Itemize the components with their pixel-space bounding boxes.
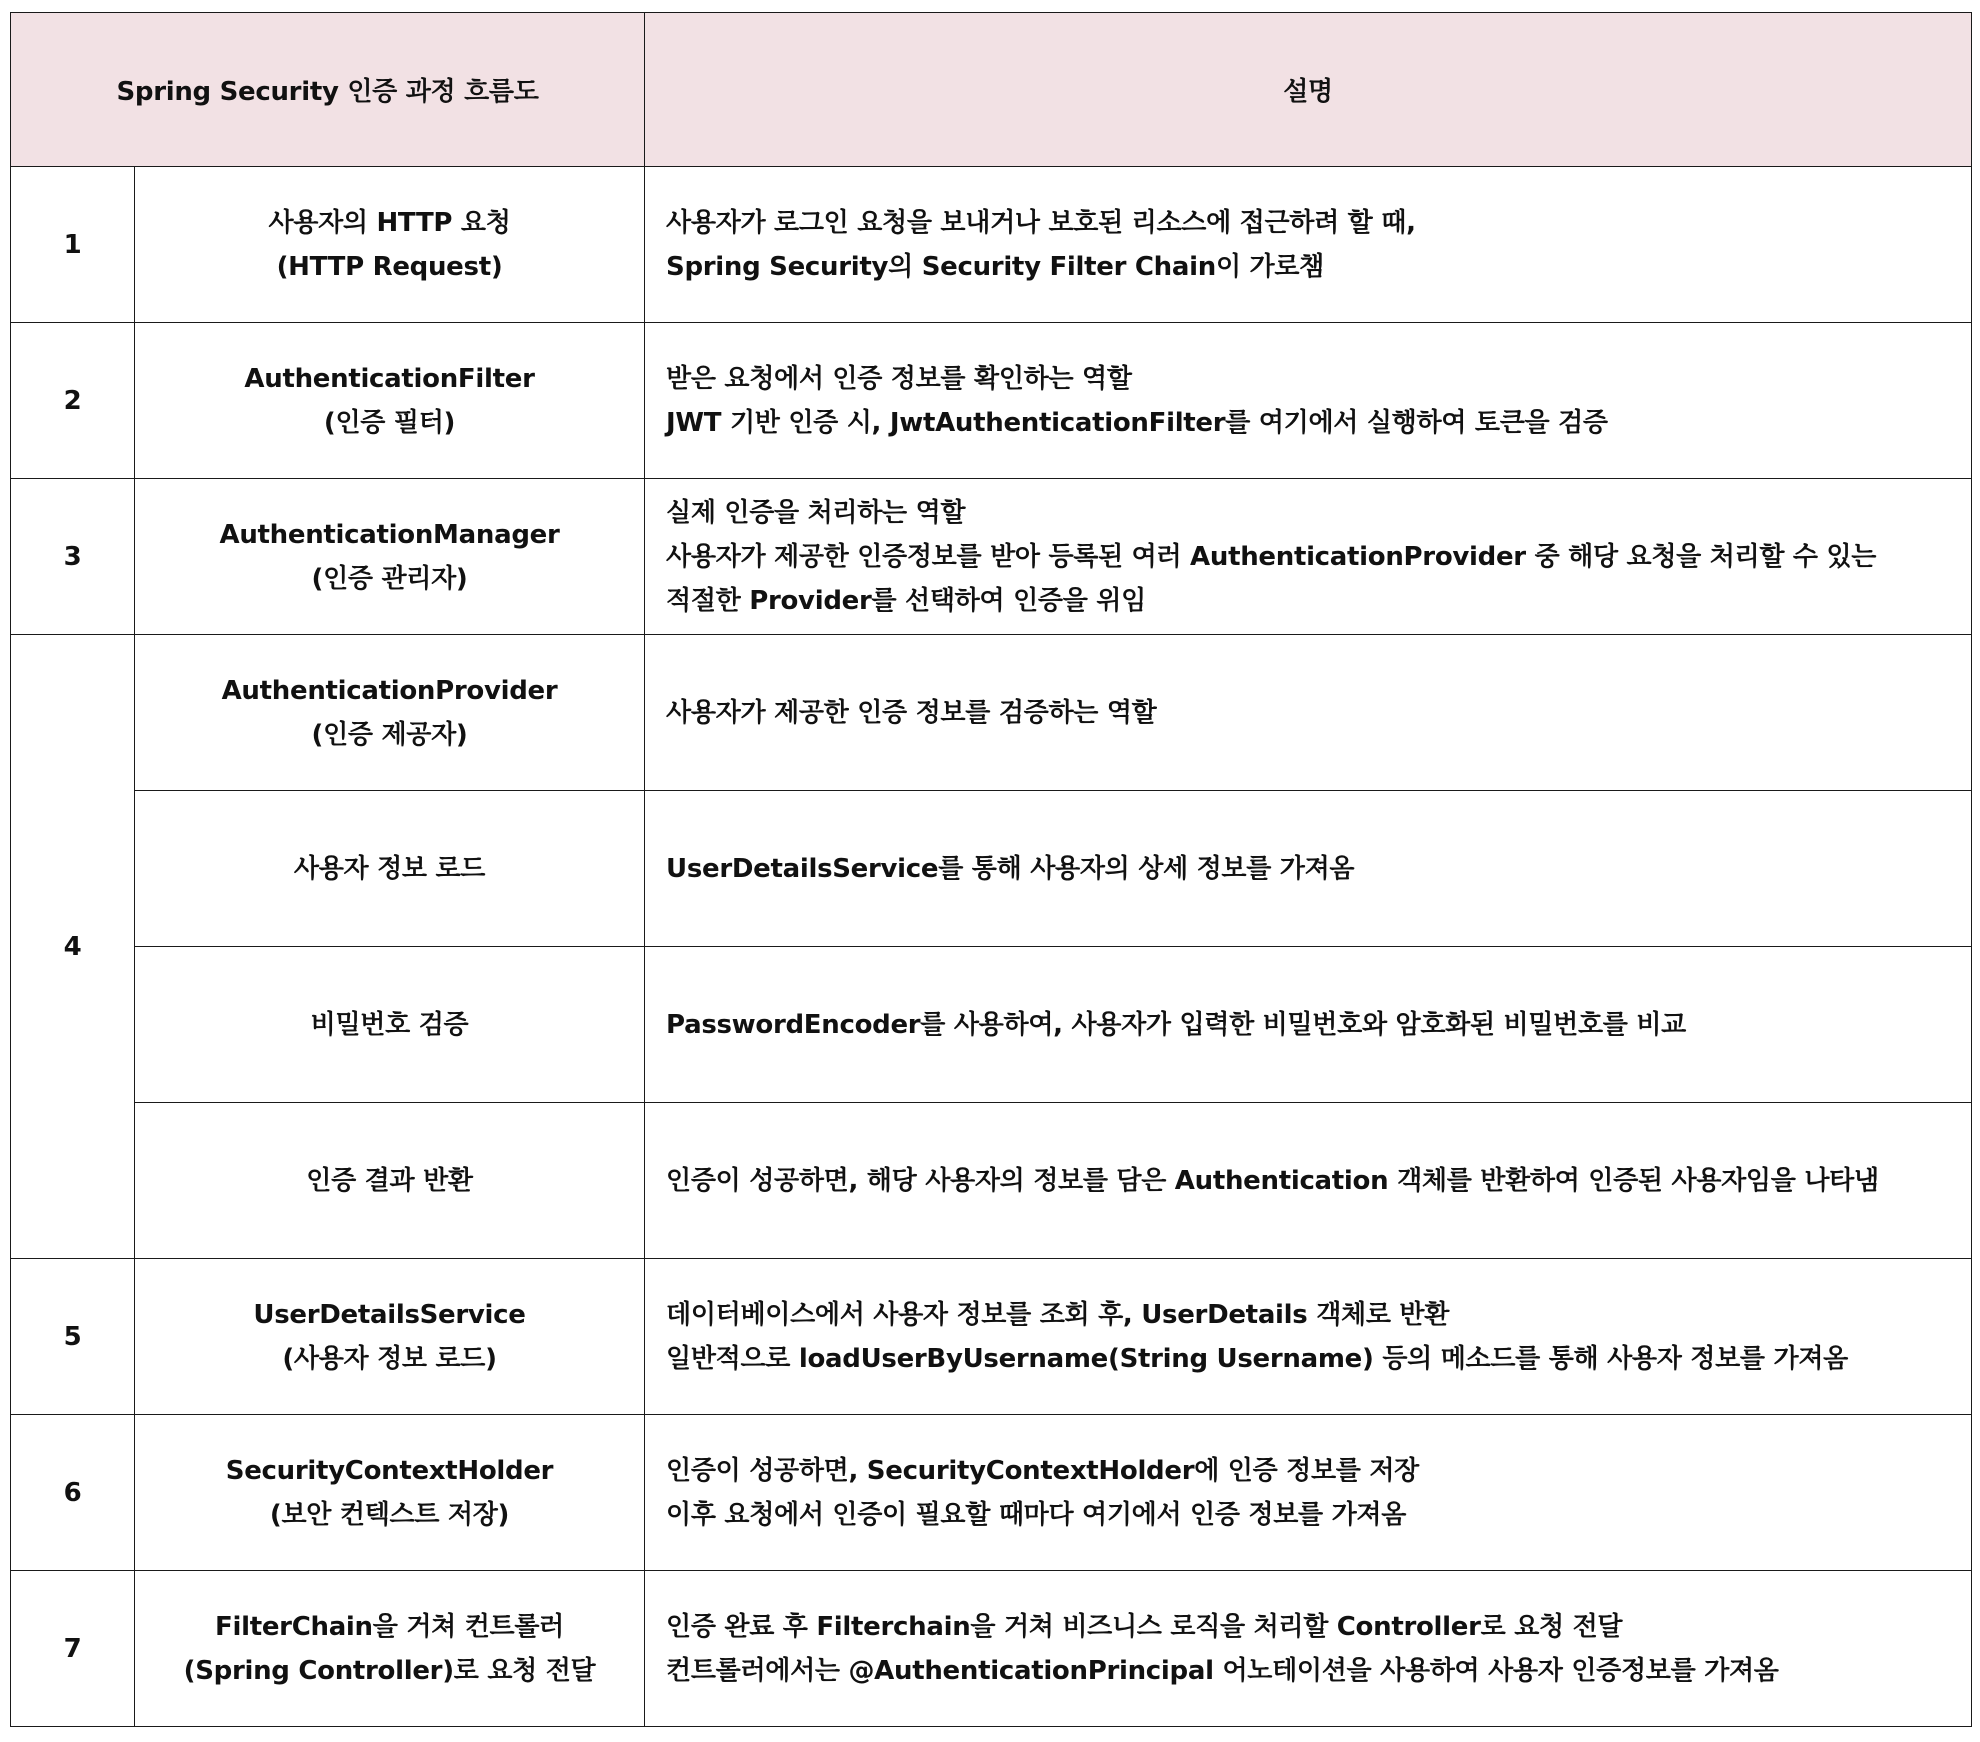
description-line: 인증이 성공하면, SecurityContextHolder에 인증 정보를 저장 [666,1455,1420,1486]
step-number: 7 [11,1571,135,1727]
header-flow: Spring Security 인증 과정 흐름도 [11,13,645,167]
step-title [135,323,645,479]
description-line: 일반적으로 loadUserByUsername(String Username) 등의 메소드를 통해 사용자 정보를 가져옴 [666,1343,1848,1374]
header-description: 설명 [645,13,1972,167]
step-number: 6 [11,1415,135,1571]
table-row [11,1415,1972,1571]
step-title [135,1415,645,1571]
step-title [135,1259,645,1415]
description-line: 데이터베이스에서 사용자 정보를 조회 후, UserDetails 객체로 반환 [666,1299,1450,1330]
description-line: 이후 요청에서 인증이 필요할 때마다 여기에서 인증 정보를 가져옴 [666,1499,1407,1530]
step-title-line: AuthenticationManager [219,519,560,550]
step-title-line: (인증 필터) [323,407,456,438]
step-title-line: (Spring Controller)로 요청 전달 [183,1655,596,1686]
description-line: PasswordEncoder를 사용하여, 사용자가 입력한 비밀번호와 암호화된 비밀번호를 비교 [666,1009,1686,1040]
table-row [11,1259,1972,1415]
step-description [645,1571,1972,1727]
auth-flow-table [10,12,1972,1727]
description-line: 인증 완료 후 Filterchain을 거쳐 비즈니스 로직을 처리할 Controller로 요청 전달 [666,1611,1623,1642]
description-line: 인증이 성공하면, 해당 사용자의 정보를 담은 Authentication 객체를 반환하여 인증된 사용자임을 나타냄 [666,1165,1879,1196]
step-title-line: 비밀번호 검증 [310,1009,469,1040]
step-description [645,1103,1972,1259]
step-title [135,947,645,1103]
description-line: 사용자가 제공한 인증 정보를 검증하는 역할 [666,697,1157,728]
step-description [645,479,1972,635]
step-title-line: 사용자의 HTTP 요청 [268,207,511,238]
description-line: 적절한 Provider를 선택하여 인증을 위임 [666,585,1146,616]
step-number: 3 [11,479,135,635]
step-description [645,1259,1972,1415]
step-title [135,479,645,635]
description-line: JWT 기반 인증 시, JwtAuthenticationFilter를 여기에서 실행하여 토큰을 검증 [666,407,1608,438]
step-title [135,1571,645,1727]
step-description [645,323,1972,479]
table-row [11,167,1972,323]
step-title-line: (HTTP Request) [276,251,503,282]
step-title-line: (인증 관리자) [311,563,468,594]
table-row [11,1103,1972,1259]
step-title [135,1103,645,1259]
description-line: Spring Security의 Security Filter Chain이 가로챔 [666,251,1324,282]
step-title-line: AuthenticationProvider [221,675,558,706]
step-title-line: (사용자 정보 로드) [282,1343,497,1374]
table-row [11,1571,1972,1727]
step-title-line: (인증 제공자) [311,719,468,750]
step-number: 5 [11,1259,135,1415]
step-description [645,791,1972,947]
step-title [135,167,645,323]
step-title-line: (보안 컨텍스트 저장) [269,1499,510,1530]
step-title [135,791,645,947]
description-line: 사용자가 제공한 인증정보를 받아 등록된 여러 AuthenticationProvider 중 해당 요청을 처리할 수 있는 [666,541,1877,572]
table-row [11,323,1972,479]
step-number: 4 [11,635,135,1259]
table-row [11,947,1972,1103]
description-line: 받은 요청에서 인증 정보를 확인하는 역할 [666,363,1132,394]
step-title-line: SecurityContextHolder [225,1455,554,1486]
table-row [11,791,1972,947]
description-line: 컨트롤러에서는 @AuthenticationPrincipal 어노테이션을 사용하여 사용자 인증정보를 가져옴 [666,1655,1779,1686]
step-number: 2 [11,323,135,479]
description-line: 사용자가 로그인 요청을 보내거나 보호된 리소스에 접근하려 할 때, [666,207,1416,238]
description-line: 실제 인증을 처리하는 역할 [666,497,966,528]
header-row [11,13,1972,167]
table-row [11,479,1972,635]
description-line: UserDetailsService를 통해 사용자의 상세 정보를 가져옴 [666,853,1355,884]
step-description [645,167,1972,323]
step-title-line: 사용자 정보 로드 [293,853,486,884]
step-number: 1 [11,167,135,323]
step-description [645,635,1972,791]
step-title-line: UserDetailsService [253,1299,526,1330]
step-title-line: AuthenticationFilter [244,363,535,394]
step-description [645,1415,1972,1571]
table-row [11,635,1972,791]
step-title-line: 인증 결과 반환 [306,1165,473,1196]
step-description [645,947,1972,1103]
step-title-line: FilterChain을 거쳐 컨트롤러 [215,1611,564,1642]
step-title [135,635,645,791]
